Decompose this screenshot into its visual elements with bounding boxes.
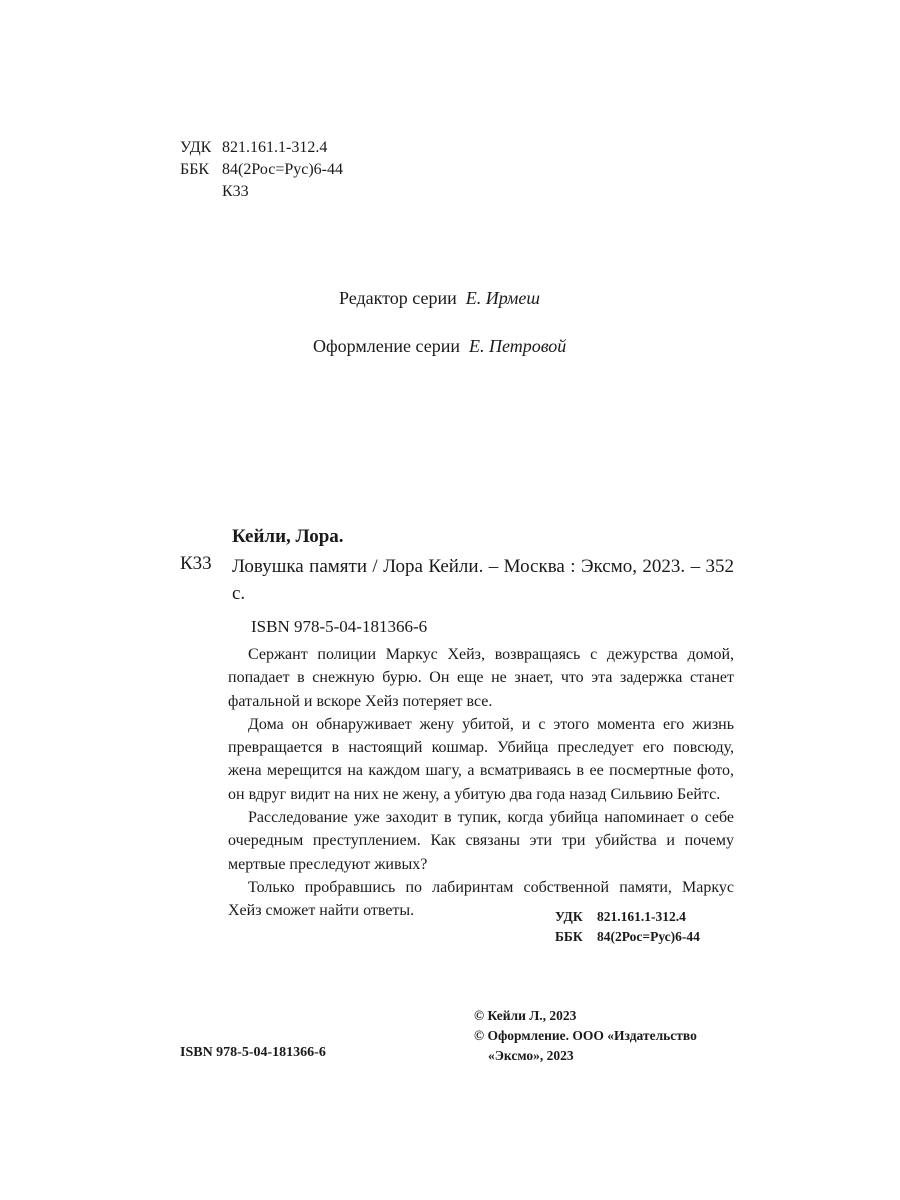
bbk-label: ББК: [180, 161, 210, 178]
design-role: Оформление серии: [313, 336, 460, 356]
footer-udk-line: [555, 907, 700, 927]
footer-bbk-line: [555, 927, 700, 947]
header-codes: [180, 137, 343, 203]
catalog-isbn: ISBN 978-5-04-181366-6: [251, 617, 428, 636]
footer-udk-value: 821.161.1-312.4: [597, 909, 686, 924]
catalog-author: Кейли, Лора.: [232, 526, 344, 547]
annotation: [228, 643, 734, 923]
editor-name: Е. Ирмеш: [465, 288, 540, 308]
footer-codes: [555, 907, 700, 947]
annotation-paragraph: Только пробравшись по лабиринтам собственной памяти, Маркус Хейз сможет найти ответы.: [228, 878, 734, 920]
footer-udk-label: УДК: [555, 909, 583, 924]
editor-role: Редактор серии: [339, 288, 457, 308]
series-design-credit: [313, 334, 566, 358]
copyright-publisher: «Эксмо», 2023: [488, 1048, 574, 1063]
udk-value: 821.161.1-312.4: [222, 139, 328, 156]
udk-label: УДК: [180, 139, 212, 156]
catalog-mark: К33: [180, 553, 212, 574]
copyright-block: [474, 1006, 697, 1066]
catalog-description: Ловушка памяти / Лора Кейли. – Москва : Эксмо, 2023. – 352 с.: [232, 556, 734, 604]
footer-bbk-value: 84(2Рос=Рус)6-44: [597, 929, 700, 944]
author-mark: К33: [222, 183, 249, 200]
annotation-paragraph: Сержант полиции Маркус Хейз, возвращаясь с дежурства домой, попадает в снежную бурю. Он еще не знает, что эта задержка станет фатальной и вскоре Хейз потеряет все.: [228, 646, 734, 710]
annotation-paragraph: Расследование уже заходит в тупик, когда убийца напоминает о себе очередным преступлением. Как связаны эти три убийства и почему мертвые преследуют живых?: [228, 809, 734, 873]
design-name: Е. Петровой: [468, 336, 567, 356]
series-editor-credit: [339, 286, 540, 310]
annotation-paragraph: Дома он обнаруживает жену убитой, и с этого момента его жизнь превращается в настоящий кошмар. Убийца преследует его повсюду, жена мерещится на каждом шагу, а всматриваясь в ее посмертные фото, он вдруг видит на них не жену, а убитую два года назад Сильвию Бейтс.: [228, 715, 734, 803]
copyright-author: © Кейли Л., 2023: [474, 1008, 577, 1023]
bbk-line: [180, 159, 343, 181]
isbn-bottom: ISBN 978-5-04-181366-6: [180, 1045, 326, 1060]
footer-bbk-label: ББК: [555, 929, 583, 944]
copyright-design: © Оформление. ООО «Издательство: [474, 1028, 697, 1043]
bbk-value: 84(2Рос=Рус)6-44: [222, 161, 344, 178]
author-mark-line: [180, 181, 343, 203]
udk-line: [180, 137, 343, 159]
